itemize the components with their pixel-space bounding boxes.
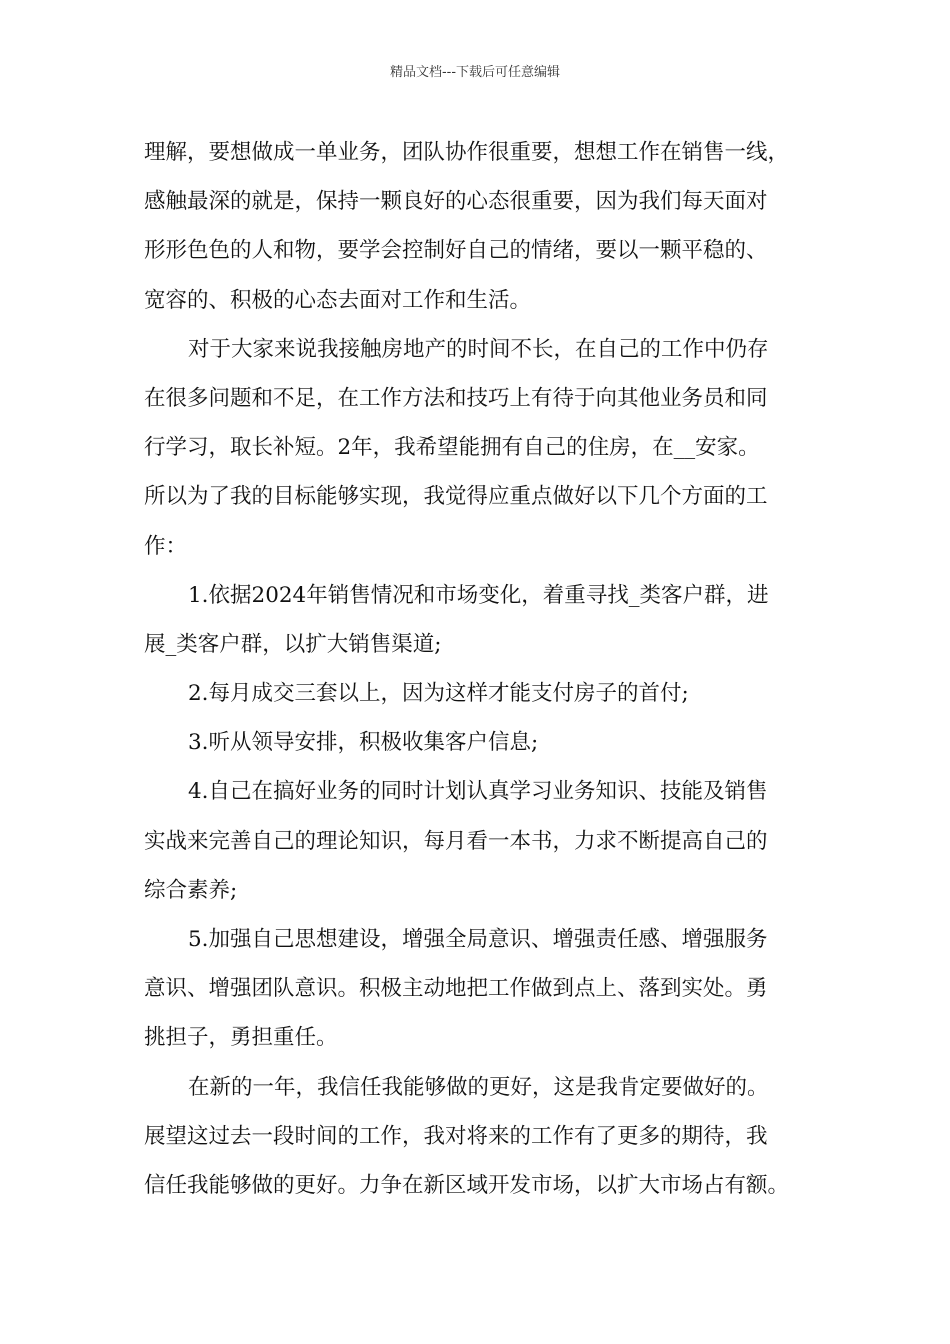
text-line: 作： (144, 533, 188, 559)
text-line: 展_类客户群，以扩大销售渠道; (144, 631, 442, 657)
text-line: 挑担子，勇担重任。 (144, 1025, 338, 1051)
text-line: 综合素养; (144, 877, 238, 903)
list-item: 3.听从领导安排，积极收集客户信息; (188, 730, 539, 756)
text-line: 展望这过去一段时间的工作，我对将来的工作有了更多的期待，我 (144, 1123, 768, 1149)
text-line: 信任我能够做的更好。力争在新区域开发市场，以扩大市场占有额。 (144, 1172, 790, 1198)
document-body (144, 128, 834, 1210)
text-line: 感触最深的就是，保持一颗良好的心态很重要，因为我们每天面对 (144, 189, 768, 215)
text-line: 意识、增强团队意识。积极主动地把工作做到点上、落到实处。勇 (144, 976, 768, 1002)
text-line: 形形色色的人和物，要学会控制好自己的情绪，要以一颗平稳的、 (144, 238, 768, 264)
text-line: 在新的一年，我信任我能够做的更好，这是我肯定要做好的。 (188, 1074, 769, 1100)
page-header: 精品文档---下载后可任意编辑 (389, 65, 561, 80)
list-item: 4.自己在搞好业务的同时计划认真学习业务知识、技能及销售 (188, 779, 768, 805)
list-item: 5.加强自己思想建设，增强全局意识、增强责任感、增强服务 (188, 927, 768, 952)
list-item: 1.依据2024年销售情况和市场变化，着重寻找_类客户群，进 (188, 582, 769, 608)
text-line: 宽容的、积极的心态去面对工作和生活。 (144, 287, 532, 313)
text-line: 在很多问题和不足，在工作方法和技巧上有待于向其他业务员和同 (144, 385, 768, 411)
text-line: 对于大家来说我接触房地产的时间不长，在自己的工作中仍存 (188, 336, 769, 362)
text-line: 理解，要想做成一单业务，团队协作很重要，想想工作在销售一线， (144, 140, 790, 165)
text-line: 实战来完善自己的理论知识，每月看一本书，力求不断提高自己的 (144, 828, 768, 854)
text-line: 所以为了我的目标能够实现，我觉得应重点做好以下几个方面的工 (144, 484, 768, 510)
text-line: 行学习，取长补短。2年，我希望能拥有自己的住房，在__安家。 (144, 435, 760, 461)
list-item: 2.每月成交三套以上，因为这样才能支付房子的首付; (188, 681, 689, 707)
